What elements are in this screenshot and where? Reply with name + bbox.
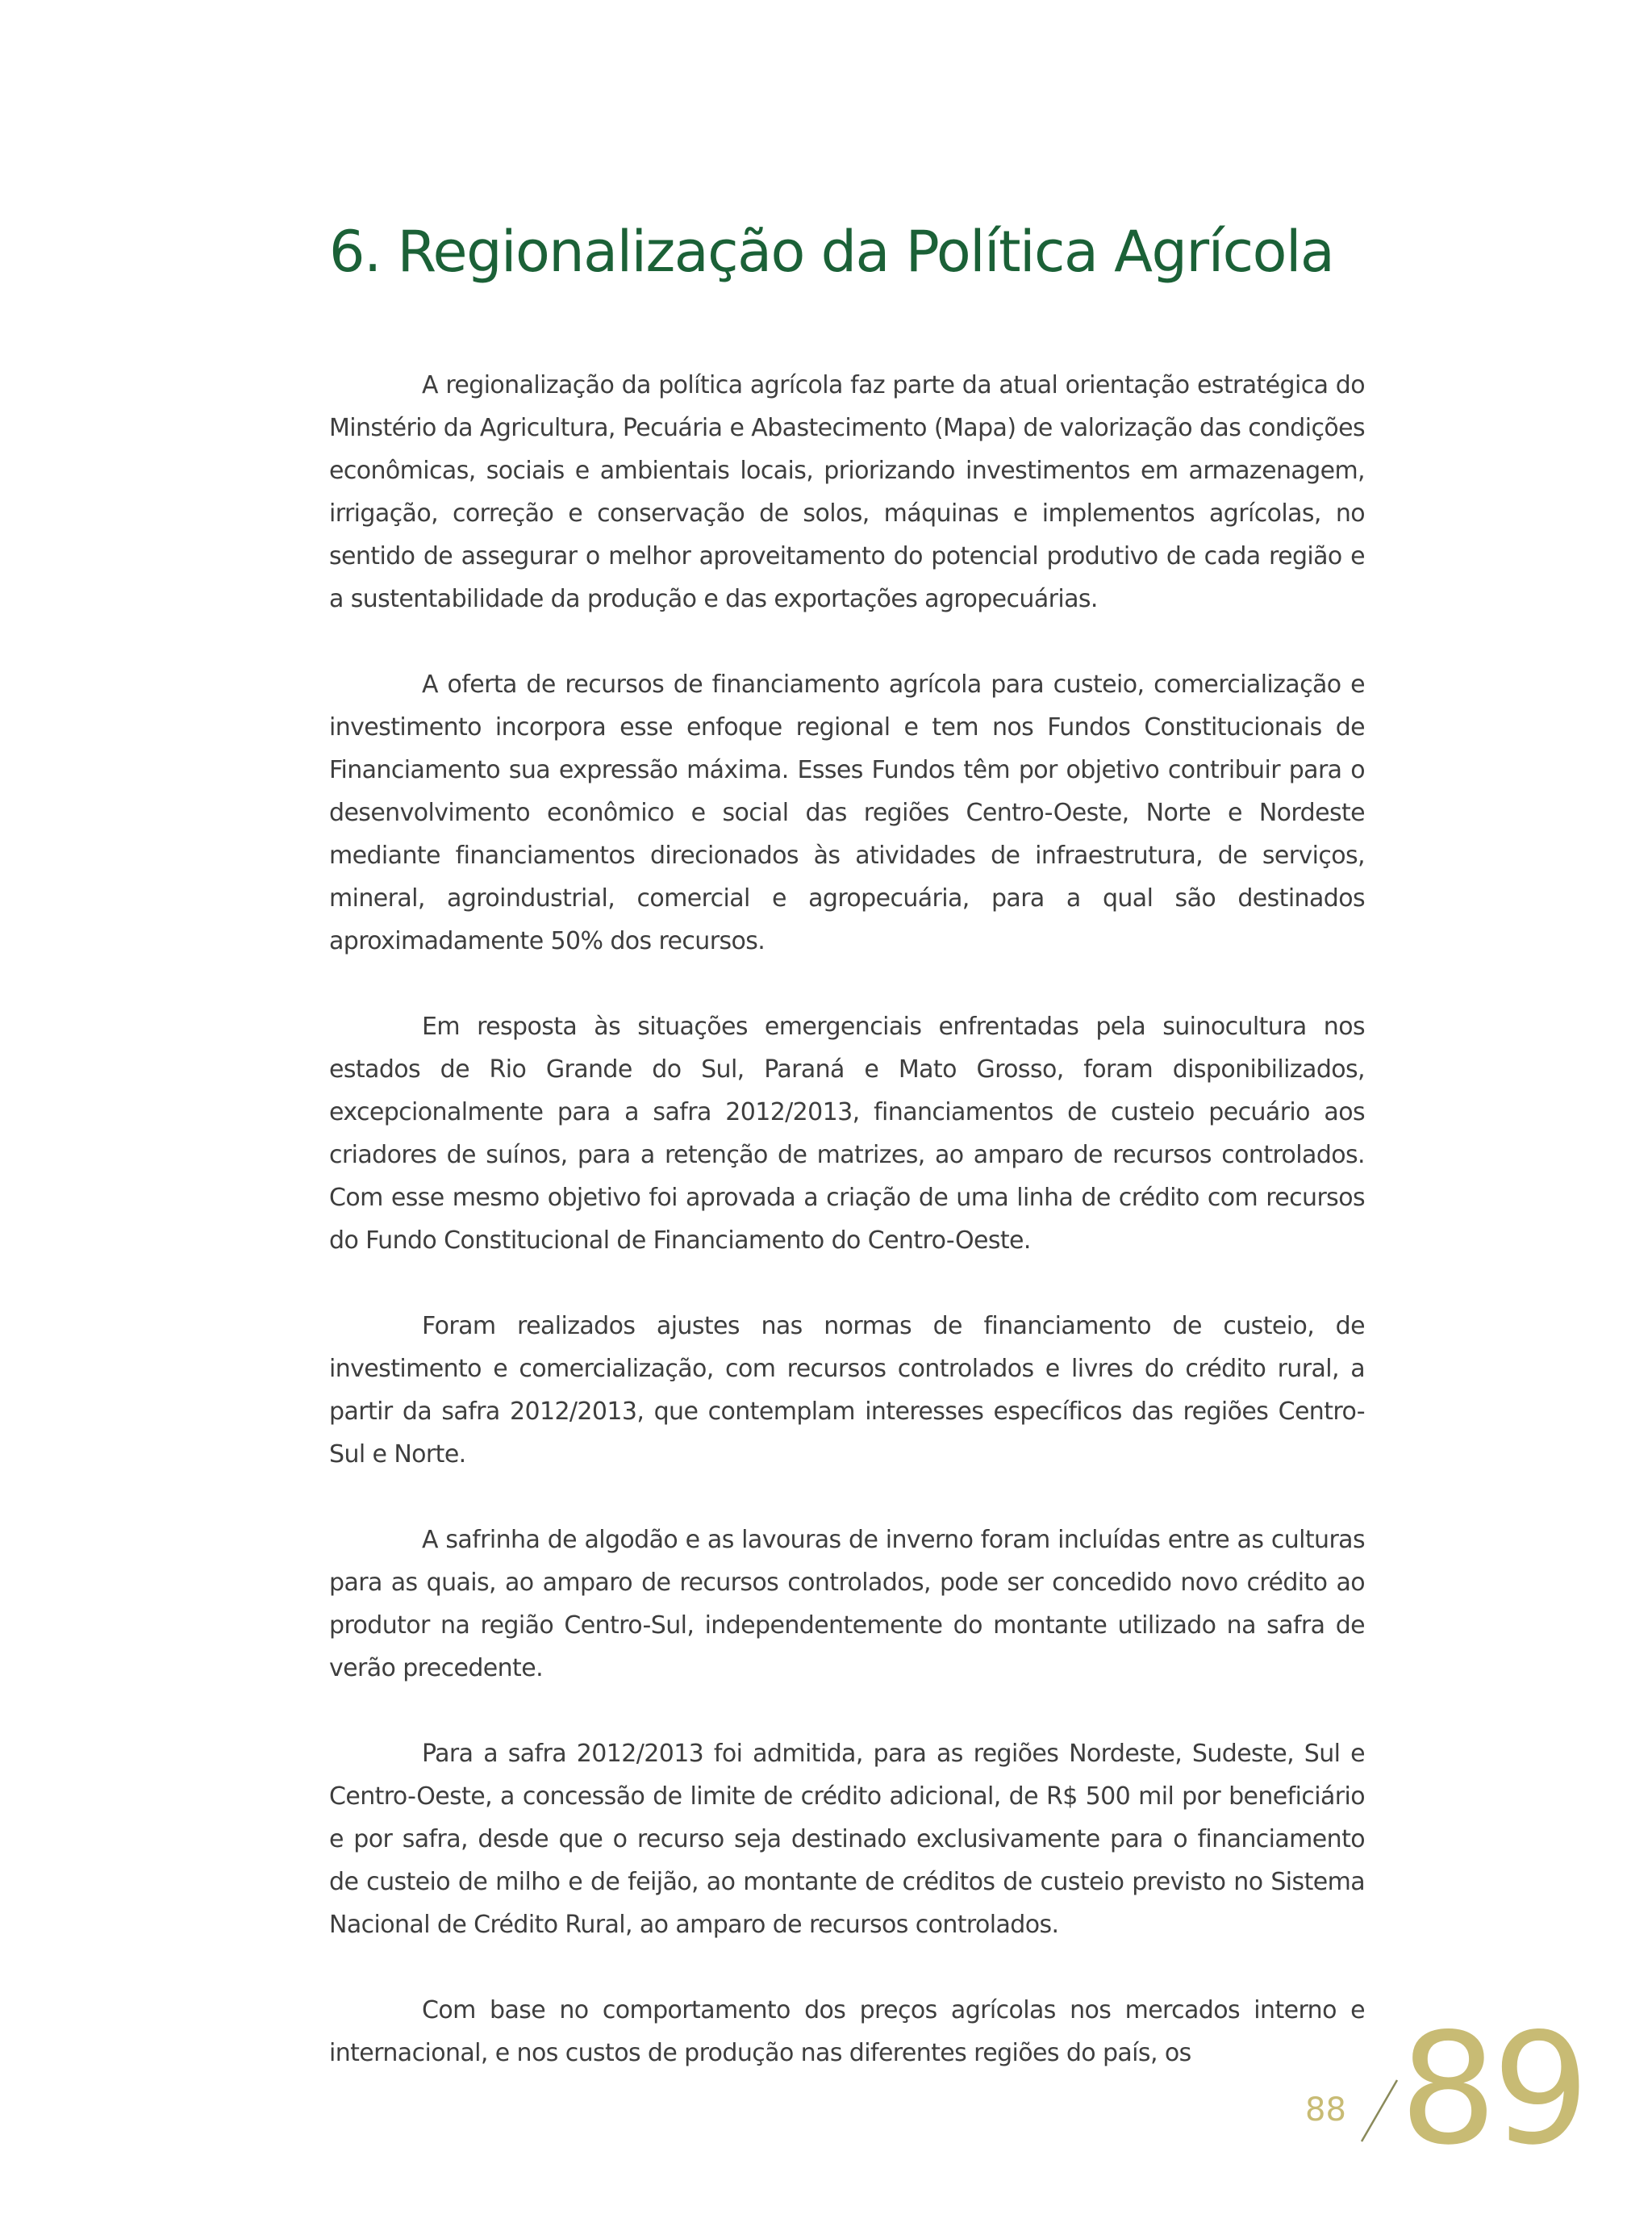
paragraph: Foram realizados ajustes nas normas de financiamento de custeio, de investimento e comercialização, com recursos controlados e livres do crédito rural, a partir da safra 2012/2013, que contemplam interesses específicos das regiões Centro-Sul e Norte. [329, 1312, 1365, 1469]
paragraph: Para a safra 2012/2013 foi admitida, para as regiões Nordeste, Sudeste, Sul e Centro-Oeste, a concessão de limite de crédito adicional, de R$ 500 mil por beneficiário e por safra, desde que o recurso seja destinado exclusivamente para o financiamento de custeio de milho e de feijão, ao montante de créditos de custeio previsto no Sistema Nacional de Crédito Rural, ao amparo de recursos controlados. [329, 1740, 1365, 1939]
page-number-left: 88 [1305, 2091, 1346, 2129]
folio-slash-divider [1355, 2074, 1404, 2146]
paragraph: Em resposta às situações emergenciais enfrentadas pela suinocultura nos estados de Rio Grande do Sul, Paraná e Mato Grosso, foram disponibilizados, excepcionalmente para a safra 2012/2013, financiamentos de custeio pecuário aos criadores de suínos, para a retenção de matrizes, ao amparo de recursos controlados. Com esse mesmo objetivo foi aprovada a criação de uma linha de crédito com recursos do Fundo Constitucional de Financiamento do Centro-Oeste. [329, 1013, 1365, 1255]
body-text [329, 364, 1365, 2074]
page-title: 6. Regionalização da Política Agrícola [329, 219, 1334, 285]
paragraph: Com base no comportamento dos preços agrícolas nos mercados interno e internacional, e nos custos de produção nas diferentes regiões do país, os [329, 1996, 1365, 2067]
paragraph: A oferta de recursos de financiamento agrícola para custeio, comercialização e investimento incorpora esse enfoque regional e tem nos Fundos Constitucionais de Financiamento sua expressão máxima. Esses Fundos têm por objetivo contribuir para o desenvolvimento econômico e social das regiões Centro-Oeste, Norte e Nordeste mediante financiamentos direcionados às atividades de infraestrutura, de serviços, mineral, agroindustrial, comercial e agropecuária, para a qual são destinados aproximadamente 50% dos recursos. [329, 671, 1365, 955]
paragraph: A safrinha de algodão e as lavouras de inverno foram incluídas entre as culturas para as quais, ao amparo de recursos controlados, pode ser concedido novo crédito ao produtor na região Centro-Sul, independentemente do montante utilizado na safra de verão precedente. [329, 1526, 1365, 1682]
page-number-right: 89 [1400, 2000, 1585, 2179]
paragraph: A regionalização da política agrícola faz parte da atual orientação estratégica do Minstério da Agricultura, Pecuária e Abastecimento (Mapa) de valorização das condições econômicas, sociais e ambientais locais, priorizando investimentos em armazenagem, irrigação, correção e conservação de solos, máquinas e implementos agrícolas, no sentido de assegurar o melhor aproveitamento do potencial produtivo de cada região e a sustentabilidade da produção e das exportações agropecuárias. [329, 371, 1365, 613]
